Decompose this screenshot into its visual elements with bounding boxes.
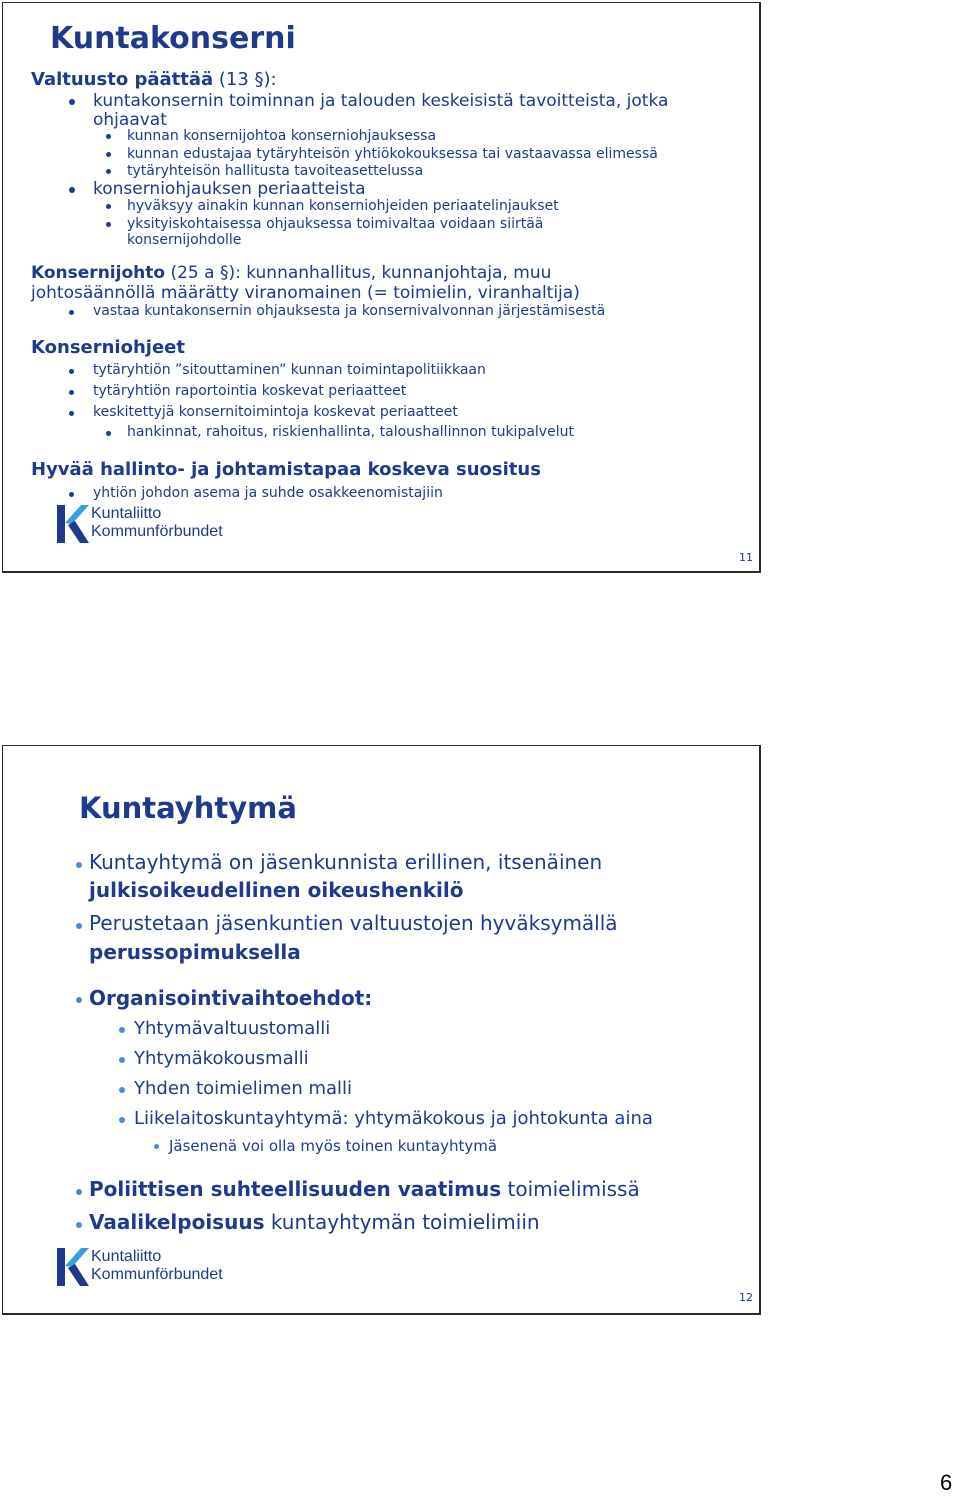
bullet-icon — [69, 411, 74, 416]
slide-12 — [2, 745, 761, 1315]
bullet-icon — [76, 1189, 82, 1195]
bullet-icon — [69, 492, 74, 497]
sub-item: kunnan edustajaa tytäryhteisön yhtiökokouksessa tai vastaavassa elimessä — [127, 146, 658, 162]
kuntaliitto-logo — [55, 1246, 245, 1290]
sub-sub-item: Jäsenenä voi olla myös toinen kuntayhtymä — [169, 1137, 498, 1155]
list-item: keskitettyjä konsernitoimintoja koskevat periaatteet — [93, 404, 458, 420]
heading-konsernijohto — [31, 263, 551, 283]
bullet-icon — [76, 997, 82, 1003]
list-item: Organisointivaihtoehdot: — [89, 986, 373, 1010]
list-item: vastaa kuntakonsernin ohjauksesta ja konsernivalvonnan järjestämisestä — [93, 303, 606, 319]
bullet-icon — [106, 152, 111, 157]
sub-item: Liikelaitoskuntayhtymä: yhtymäkokous ja johtokunta aina — [134, 1108, 653, 1129]
heading-rest: (13 §): — [213, 69, 277, 90]
heading-bold: Konsernijohto — [31, 263, 166, 283]
sub-item: Yhden toimielimen malli — [134, 1078, 353, 1099]
list-item — [89, 1210, 540, 1234]
bullet-icon — [69, 310, 74, 315]
page-number: 12 — [739, 1291, 753, 1304]
bullet-icon — [69, 369, 74, 374]
bullet-icon — [119, 1117, 125, 1123]
item-rest: toimielimissä — [501, 1177, 640, 1201]
sub-item: Yhtymävaltuustomalli — [134, 1018, 331, 1039]
bullet-icon — [119, 1087, 125, 1093]
list-item-cont: julkisoikeudellinen oikeushenkilö — [89, 878, 464, 902]
page-number: 11 — [739, 551, 753, 564]
list-item: Kuntayhtymä on jäsenkunnista erillinen, itsenäinen — [89, 850, 603, 874]
bullet-icon — [154, 1144, 159, 1149]
bullet-icon — [69, 390, 74, 395]
list-item: tytäryhtiön raportointia koskevat periaatteet — [93, 383, 407, 399]
k-logo-icon — [55, 1246, 89, 1288]
sub-item: Yhtymäkokousmalli — [134, 1048, 309, 1069]
sheet-page-number: 6 — [940, 1470, 953, 1495]
bullet-icon — [76, 862, 82, 868]
item-bold: Vaalikelpoisuus — [89, 1210, 265, 1234]
list-item: kuntakonsernin toiminnan ja talouden keskeisistä tavoitteista, jotka — [93, 91, 669, 111]
list-item — [89, 1177, 640, 1201]
slide-11 — [2, 2, 761, 573]
bullet-icon — [69, 187, 75, 193]
heading-rest: (25 a §): kunnanhallitus, kunnanjohtaja, muu — [165, 263, 552, 283]
logo-line2: Kommunförbundet — [91, 523, 223, 540]
sub-item: yksityiskohtaisessa ohjauksessa toimivaltaa voidaan siirtää — [127, 216, 544, 232]
item-bold: Poliittisen suhteellisuuden vaatimus — [89, 1177, 502, 1201]
bullet-icon — [106, 222, 111, 227]
bullet-icon — [106, 134, 111, 139]
sub-item: hankinnat, rahoitus, riskienhallinta, taloushallinnon tukipalvelut — [127, 424, 574, 440]
heading-valtuusto — [31, 69, 277, 90]
bullet-icon — [119, 1027, 125, 1033]
bullet-icon — [106, 204, 111, 209]
list-item: konserniohjauksen periaatteista — [93, 179, 366, 199]
sub-item: tytäryhteisön hallitusta tavoiteasettelussa — [127, 163, 424, 179]
logo-line1: Kuntaliitto — [91, 505, 162, 522]
bullet-icon — [119, 1057, 125, 1063]
sub-item: hyväksyy ainakin kunnan konserniohjeiden periaatelinjaukset — [127, 198, 559, 214]
slide-title: Kuntayhtymä — [79, 791, 297, 825]
bullet-icon — [76, 1222, 82, 1228]
heading-cont: johtosäännöllä määrätty viranomainen (= toimielin, viranhaltija) — [31, 283, 580, 303]
bullet-icon — [106, 431, 111, 436]
item-rest: kuntayhtymän toimielimiin — [264, 1210, 540, 1234]
heading-suositus: Hyvää hallinto- ja johtamistapaa koskeva suositus — [31, 459, 541, 480]
sub-item-cont: konsernijohdolle — [127, 232, 242, 248]
slide-title: Kuntakonserni — [50, 21, 296, 56]
list-item: yhtiön johdon asema ja suhde osakkeenomistajiin — [93, 485, 443, 501]
bullet-icon — [106, 169, 111, 174]
list-item: Perustetaan jäsenkuntien valtuustojen hyväksymällä — [89, 911, 618, 935]
bullet-icon — [76, 923, 82, 929]
sub-item: kunnan konsernijohtoa konserniohjauksessa — [127, 128, 437, 144]
logo-line2: Kommunförbundet — [91, 1266, 223, 1283]
logo-line1: Kuntaliitto — [91, 1248, 162, 1265]
kuntaliitto-logo — [55, 503, 245, 547]
heading-konserniohjeet: Konserniohjeet — [31, 337, 185, 358]
bullet-icon — [69, 99, 75, 105]
list-item-cont: perussopimuksella — [89, 940, 301, 964]
list-item: tytäryhtiön ”sitouttaminen” kunnan toimintapolitiikkaan — [93, 362, 486, 378]
k-logo-icon — [55, 503, 89, 545]
list-item-cont: ohjaavat — [93, 110, 167, 130]
heading-bold: Valtuusto päättää — [31, 69, 214, 90]
